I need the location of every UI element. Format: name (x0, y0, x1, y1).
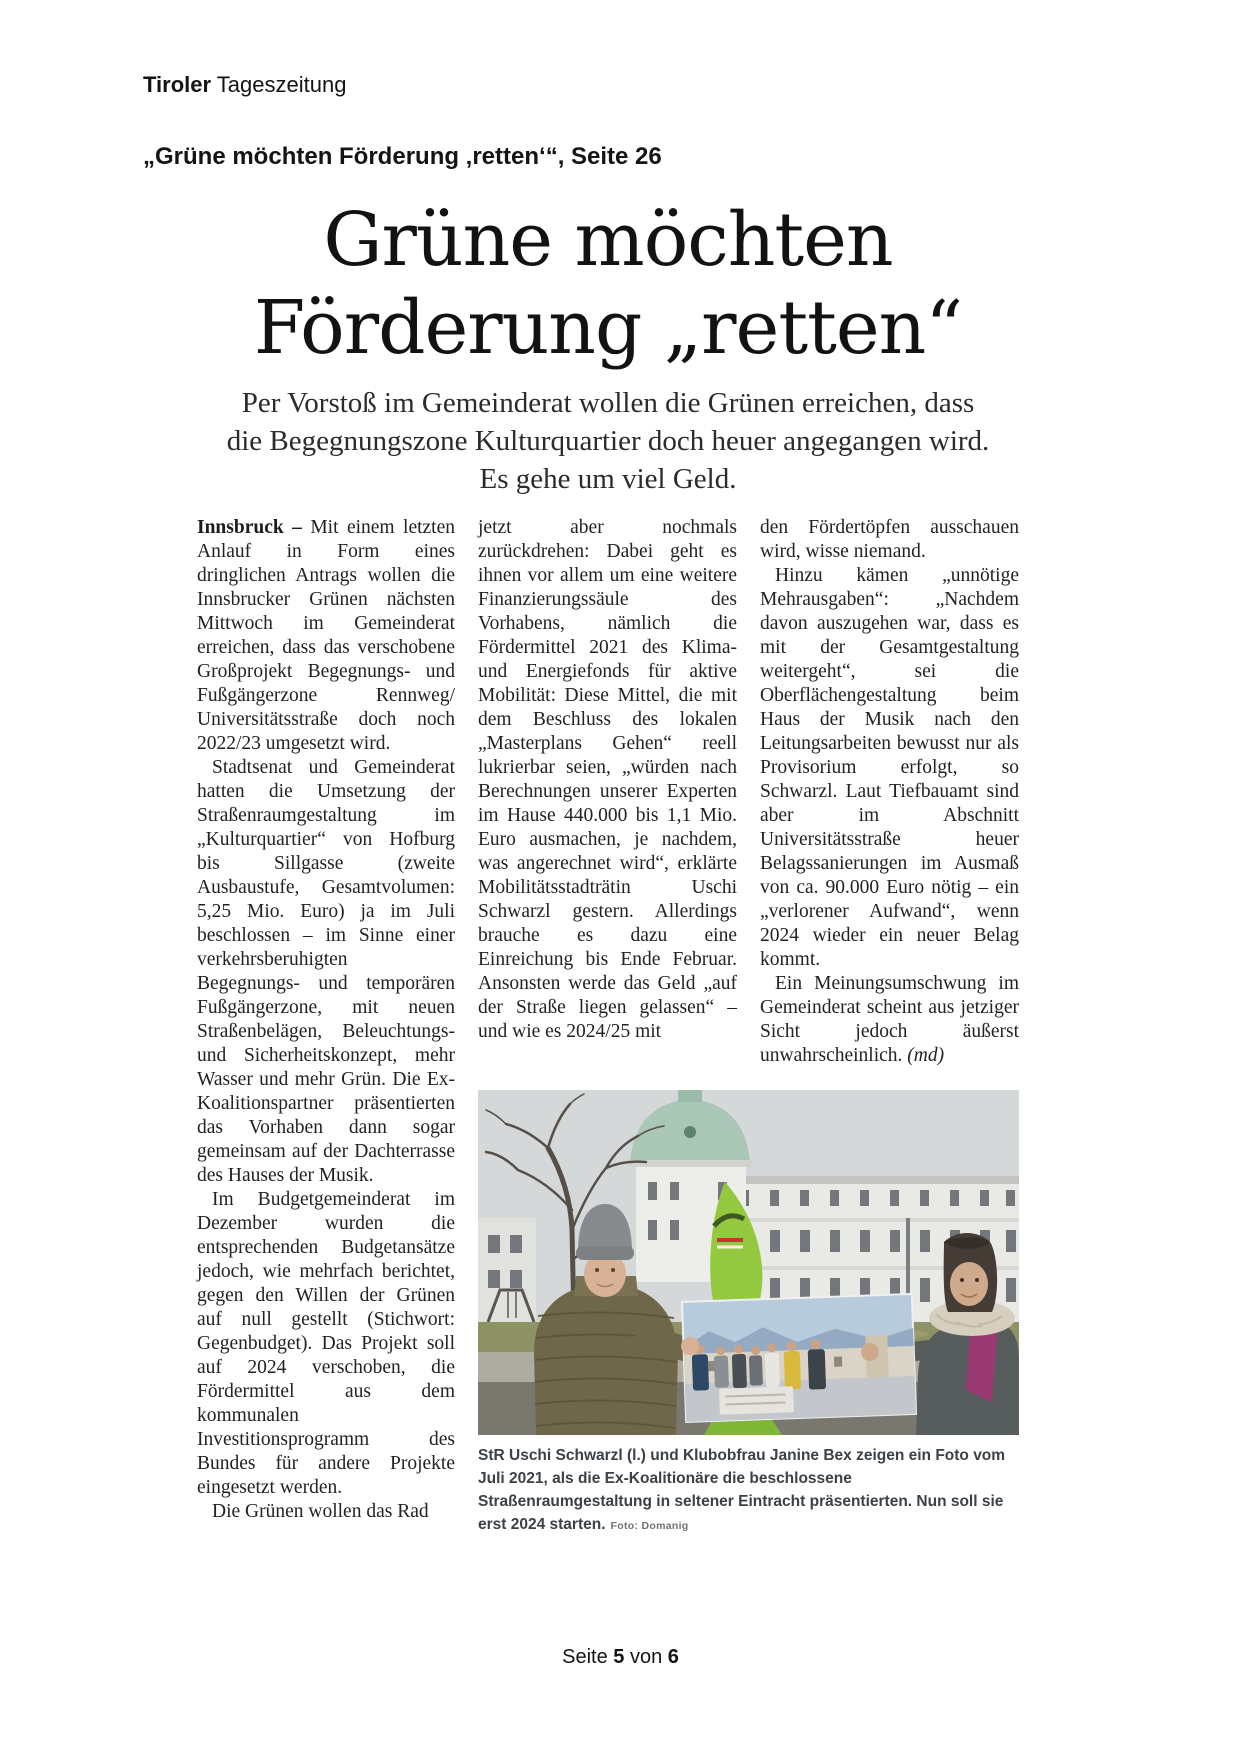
article-column-1 (197, 516, 455, 1538)
photo-credit: Foto: Domanig (610, 1520, 689, 1532)
footer-current-page: 5 (613, 1646, 625, 1668)
paragraph-text: Mit einem letzten Anlauf in Form eines dringlichen Antrags wollen die Innsbrucker Grünen nächsten Mittwoch im Gemeinderat erreichen, dass das verschobene Großprojekt Begegnungs- und Fußgängerzone Rennweg/ Universitätsstraße doch noch 2022/23 umgesetzt wird. (197, 517, 455, 754)
paragraph: jetzt aber nochmals zurückdrehen: Dabei geht es ihnen vor allem um eine weitere Finanzierungssäule des Vorhabens, nämlich die Fördermittel 2021 des Klima- und Energiefonds für aktive Mobilität: Diese Mittel, die mit dem Beschluss des lokalen „Masterplans Gehen“ reell lukrierbar seien, „würden nach Berechnungen unserer Experten im Hause 440.000 bis 1,1 Mio. Euro ausmachen, je nachdem, was angerechnet wird“, erklärte Mobilitätsstadträtin Uschi Schwarzl gestern. Allerdings brauche es dazu eine Einreichung bis Ende Februar. Ansonsten werde das Geld „auf der Straße liegen gelassen“ – und wie es 2024/25 mit (478, 517, 737, 1042)
page-number-footer (0, 1646, 1241, 1669)
paragraph: Hinzu kämen „unnötige Mehrausgaben“: „Nachdem davon auszugehen war, dass es mit der Gesamtgestaltung weitergeht“, sei die Oberflächengestaltung beim Haus der Musik nach den Leitungsarbeiten bewusst nur als Provisorium erfolgt, so Schwarzl. Laut Tiefbauamt sind aber im Abschnitt Universitätsstraße heuer Belagssanierungen im Ausmaß von ca. 90.000 Euro nötig – ein „verlorener Aufwand“, wenn 2024 wieder ein neuer Belag kommt. (760, 565, 1019, 970)
hand-right-person (861, 1343, 879, 1361)
paragraph-text: Ein Meinungsumschwung im Gemeinderat scheint aus jetziger Sicht jedoch äußerst unwahrscheinlich. (760, 973, 1019, 1066)
article-right-block (478, 516, 1019, 1538)
paragraph (760, 972, 1019, 1068)
article-clipping (197, 196, 1019, 1538)
held-photo-print (682, 1294, 916, 1422)
author-initials: (md) (907, 1045, 945, 1066)
article-columns-2-3 (478, 516, 1019, 1068)
article-standfirst: Per Vorstoß im Gemeinderat wollen die Grünen erreichen, dass die Begegnungszone Kulturquartier doch heuer angegangen wird. Es gehe um viel Geld. (226, 387, 990, 495)
photo-caption (478, 1444, 1019, 1538)
masthead-brand-rest: Tageszeitung (211, 72, 347, 97)
paragraph: Stadtsenat und Gemeinderat hatten die Umsetzung der Straßenraumgestaltung im „Kulturquartier“ von Hofburg bis Sillgasse (zweite Ausbaustufe, Gesamtvolumen: 5,25 Mio. Euro) ja im Juli beschlossen – im Sinne einer verkehrsberuhigten Begegnungs- und temporären Fußgängerzone, mit neuen Straßenbelägen, Beleuchtungs- und Sicherheitskonzept, mehr Wasser und mehr Grün. Die Ex-Koalitionspartner präsentierten das Vorhaben dann sogar gemeinsam auf der Dachterrasse des Hauses der Musik. (197, 757, 455, 1186)
article-column-2 (478, 516, 737, 1068)
paragraph: den Fördertöpfen ausschauen wird, wisse niemand. (760, 517, 1019, 562)
paragraph: Im Budgetgemeinderat im Dezember wurden die entsprechenden Budgetansätze jedoch, wie mehrfach berichtet, gegen den Willen der Grünen auf null gestellt (Stichwort: Gegenbudget). Das Projekt soll auf 2024 verschoben, die Fördermittel aus dem kommunalen Investitionsprogramm des Bundes für andere Projekte eingesetzt werden. (197, 1189, 455, 1498)
article-column-3 (760, 516, 1019, 1068)
footer-label-seite: Seite (562, 1646, 614, 1668)
paragraph: Die Grünen wollen das Rad (212, 1501, 429, 1522)
lead-location: Innsbruck – (197, 517, 302, 538)
newspaper-masthead (143, 74, 346, 96)
article-body (197, 516, 1019, 1538)
masthead-brand-bold: Tiroler (143, 72, 212, 97)
article-photo (478, 1090, 1019, 1435)
photo-caption-text: StR Uschi Schwarzl (l.) und Klubobfrau Janine Bex zeigen ein Foto vom Juli 2021, als die Ex-Koalitionäre die beschlossene Straßenraumgestaltung in seltener Eintracht präsentierten. Nun soll sie erst 2024 starten. (478, 1447, 1006, 1533)
paragraph (197, 516, 455, 756)
headline-line-2: Förderung „retten“ (253, 285, 963, 371)
footer-total-pages: 6 (667, 1646, 679, 1668)
hand-left-person (681, 1337, 699, 1355)
headline-line-1: Grüne möchten (323, 197, 893, 283)
footer-label-von: von (624, 1646, 668, 1668)
article-photo-figure (478, 1090, 1019, 1538)
article-reference-line: „Grüne möchten Förderung ‚retten‘“, Seite 26 (143, 143, 662, 170)
article-headline (197, 196, 1019, 372)
